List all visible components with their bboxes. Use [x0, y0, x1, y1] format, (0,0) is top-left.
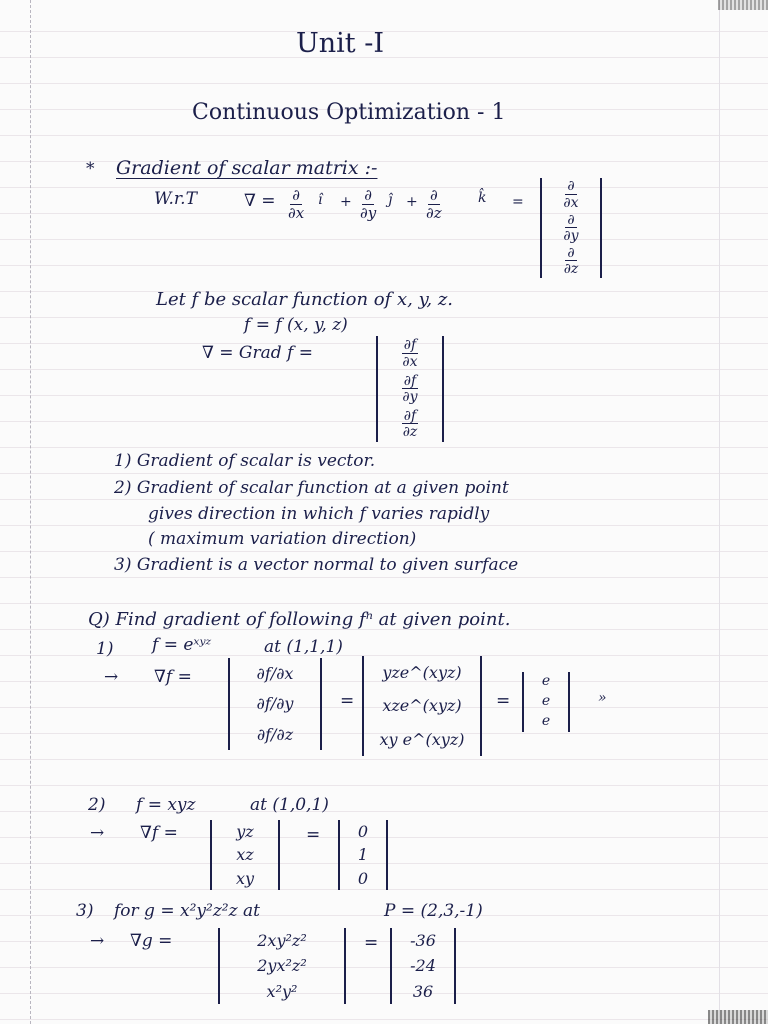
note-1: 1) Gradient of scalar is vector. — [114, 451, 376, 471]
defn-line-1: Let f be scalar function of x, y, z. — [156, 289, 454, 310]
wrt-label: W.r.T — [154, 189, 197, 209]
p1-result-z: e — [541, 713, 551, 730]
note-2: 2) Gradient of scalar function at a given point — [114, 478, 509, 498]
p2-eq: = — [306, 825, 321, 845]
p2-partial-y: xz — [236, 845, 254, 865]
p2-result-y: 1 — [357, 845, 369, 865]
p2-point: at (1,0,1) — [250, 795, 329, 815]
grad-vector — [376, 336, 444, 442]
note-3: 3) Gradient is a vector normal to given surface — [114, 555, 519, 575]
p3-partials — [218, 928, 346, 1004]
p1-result-y: e — [541, 693, 551, 710]
p3-partial-x: 2xy²z² — [257, 930, 307, 950]
del-vector-x: $\frac{\partial}{\partial x}$ — [563, 178, 579, 211]
p3-result — [390, 928, 456, 1004]
del-vector-y: $\frac{\partial}{\partial y}$ — [563, 211, 579, 244]
p3-result-z: 36 — [412, 981, 434, 1001]
note-2-paren: ( maximum variation direction) — [148, 529, 417, 549]
p1-arrow: → — [104, 667, 119, 687]
p2-partial-z: xy — [235, 868, 255, 888]
p3-lhs: ∇g = — [130, 931, 173, 951]
page-subtitle: Continuous Optimization - 1 — [192, 100, 506, 125]
binding-edge-bottom — [708, 1010, 768, 1024]
grad-vector-x: $\frac{\partial f}{\partial x}$ — [402, 337, 418, 370]
p1-deriv-x: yze^(xyz) — [382, 662, 462, 682]
del-term-z: ∂ ∂z — [426, 186, 442, 222]
p1-partial-x: ∂f/∂x — [256, 663, 294, 683]
p1-func: f = eˣʸᶻ — [152, 635, 212, 655]
p1-partial-y: ∂f/∂y — [256, 694, 294, 714]
p3-partial-y: 2yx²z² — [257, 956, 307, 976]
defn-line-2: f = f (x, y, z) — [244, 315, 348, 335]
p1-tail: » — [598, 690, 607, 706]
p2-partials — [210, 820, 280, 890]
p3-arrow: → — [90, 931, 105, 951]
unit-k: k̂ — [478, 190, 487, 206]
p3-result-y: -24 — [410, 956, 436, 976]
del-vector — [540, 178, 602, 278]
p2-label: 2) — [88, 795, 106, 815]
p1-label: 1) — [96, 639, 114, 659]
binding-edge-top — [718, 0, 768, 10]
op-plus-1: + — [340, 194, 352, 210]
unit-j: ĵ — [388, 192, 393, 208]
del-vector-z: $\frac{\partial}{\partial z}$ — [563, 245, 579, 278]
p1-result-x: e — [541, 673, 551, 690]
grad-vector-z: $\frac{\partial f}{\partial z}$ — [402, 408, 418, 441]
page-title: Unit -I — [296, 28, 385, 59]
del-label: ∇ = — [244, 191, 276, 211]
p2-result — [338, 820, 388, 890]
p3-label: 3) — [76, 901, 94, 921]
p1-eq-2: = — [496, 691, 511, 711]
question-text: Q) Find gradient of following fⁿ at given point. — [88, 609, 511, 630]
p2-func: f = xyz — [136, 795, 196, 815]
op-equals: = — [512, 194, 524, 210]
p2-lhs: ∇f = — [140, 823, 178, 843]
op-plus-2: + — [406, 194, 418, 210]
p3-func: for g = x²y²z²z at — [114, 901, 260, 921]
bullet: * — [86, 159, 95, 179]
unit-i: î — [318, 192, 323, 208]
p1-partial-z: ∂f/∂z — [256, 724, 294, 744]
grad-label: ∇ = Grad f = — [202, 343, 313, 363]
p2-result-x: 0 — [357, 821, 369, 841]
p1-derivatives — [362, 656, 482, 756]
p1-lhs: ∇f = — [154, 667, 192, 687]
p2-arrow: → — [90, 823, 105, 843]
p3-partial-z: x²y² — [266, 981, 298, 1001]
note-2-cont: gives direction in which f varies rapidly — [148, 504, 490, 524]
p2-result-z: 0 — [357, 868, 369, 888]
page-edge — [719, 0, 720, 1024]
p2-partial-x: yz — [236, 821, 254, 841]
p1-partials — [228, 658, 322, 750]
p1-deriv-z: xy e^(xyz) — [379, 729, 465, 749]
p3-eq: = — [364, 933, 379, 953]
p1-point: at (1,1,1) — [264, 637, 343, 657]
margin-line — [30, 0, 31, 1024]
p3-point: P = (2,3,-1) — [384, 901, 483, 921]
del-term-y: ∂ ∂y — [360, 186, 377, 222]
section-heading: Gradient of scalar matrix :- — [116, 157, 378, 179]
p3-result-x: -36 — [410, 930, 436, 950]
grad-vector-y: $\frac{\partial f}{\partial y}$ — [402, 372, 418, 405]
p1-eq-1: = — [340, 691, 355, 711]
p1-deriv-y: xze^(xyz) — [382, 696, 462, 716]
del-term-x: ∂ ∂x — [288, 186, 305, 222]
p1-result — [522, 672, 570, 732]
